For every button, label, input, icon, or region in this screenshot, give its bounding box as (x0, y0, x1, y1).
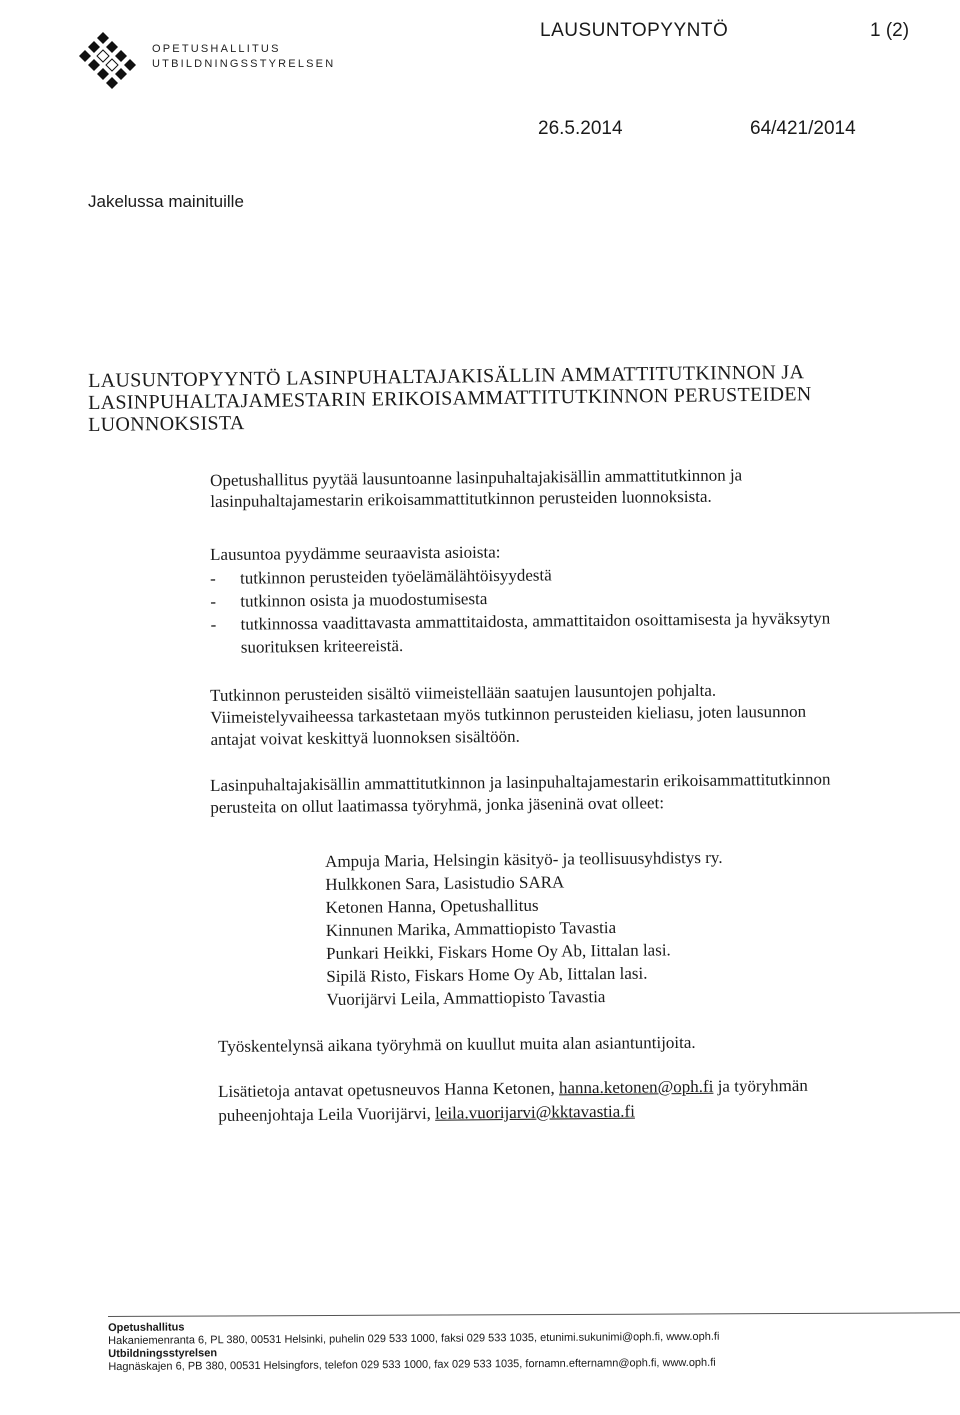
finalization-paragraph (210, 679, 806, 751)
heading-line-1: LAUSUNTOPYYNTÖ LASINPUHALTAJAKISÄLLIN AMMATTITUTKINNON JA (88, 361, 805, 392)
request-list (210, 562, 831, 660)
footer-address-fi: Hakaniemenranta 6, PL 380, 00531 Helsinki, puhelin 029 533 1000, faksi 029 533 1035, etunimi.sukunimi@oph.fi, www.oph.fi (108, 1330, 720, 1347)
member-item: Ampuja Maria, Helsingin käsityö- ja teollisuusyhdistys ry. (325, 847, 723, 871)
document-heading (88, 361, 812, 436)
footer-address-sv: Hagnäskajen 6, PB 380, 00531 Helsingfors, telefon 029 533 1000, fax 029 533 1035, fornamn.efternamn@oph.fi, www.oph.fi (108, 1356, 716, 1373)
org-name-fi: OPETUSHALLITUS (152, 43, 281, 55)
working-group-members (325, 846, 724, 1011)
footer-name-sv: Utbildningsstyrelsen (108, 1347, 218, 1360)
opetushallitus-logo-icon (78, 30, 140, 90)
page-number: 1 (2) (870, 20, 910, 41)
bullet-text: tutkinnon osista ja muodostumisesta (240, 589, 488, 611)
document-type: LAUSUNTOPYYNTÖ (540, 20, 729, 41)
member-item: Ketonen Hanna, Opetushallitus (325, 895, 539, 917)
bullet-dash: - (210, 614, 217, 634)
member-item: Punkari Heikki, Fiskars Home Oy Ab, Iittalan lasi. (325, 940, 671, 963)
member-item: Kinnunen Marika, Ammattiopisto Tavastia (325, 917, 617, 940)
email-link-vuorijarvi[interactable]: leila.vuorijarvi@kktavastia.fi (435, 1101, 635, 1123)
document-date: 26.5.2014 (538, 118, 623, 139)
bullet-text: tutkinnon perusteiden työelämälähtöisyydestä (240, 565, 552, 588)
footer (108, 1318, 720, 1374)
footer-name-fi: Opetushallitus (108, 1321, 185, 1334)
addressee: Jakelussa mainituille (88, 192, 244, 211)
para2-line-1: Tutkinnon perusteiden sisältö viimeistellään saatujen lausuntojen pohjalta. (210, 680, 717, 705)
para2-line-2: Viimeistelyvaiheessa tarkastetaan myös tutkinnon perusteiden kieliasu, joten lausunnon (210, 701, 807, 727)
bullet-text: tutkinnossa vaadittavasta ammattitaidosta, ammattitaidon osoittamisesta ja hyväksytyn (240, 608, 831, 634)
heading-line-2: LASINPUHALTAJAMESTARIN ERIKOISAMMATTITUTKINNON PERUSTEIDEN (88, 383, 812, 414)
footer-divider (108, 1312, 960, 1317)
request-lead: Lausuntoa pyydämme seuraavista asioista: (210, 542, 501, 564)
contact-text: ja työryhmän (713, 1075, 808, 1096)
member-item: Sipilä Risto, Fiskars Home Oy Ab, Iittalan lasi. (326, 963, 648, 986)
experts-paragraph: Työskentelynsä aikana työryhmä on kuullut muita alan asiantuntijoita. (218, 1032, 696, 1056)
member-item: Vuorijärvi Leila, Ammattiopisto Tavastia (326, 987, 606, 1009)
organization-name (152, 42, 335, 72)
intro-line-1: Opetushallitus pyytää lausuntoanne lasinpuhaltajakisällin ammattitutkinnon ja (210, 465, 743, 490)
working-group-paragraph (210, 769, 831, 819)
bullet-text-continued: suorituksen kriteereistä. (240, 635, 404, 657)
para2-line-3: antajat voivat keskittyä luonnoksen sisältöön. (210, 726, 520, 749)
email-link-ketonen[interactable]: hanna.ketonen@oph.fi (558, 1076, 714, 1098)
para3-line-2: perusteita on ollut laatimassa työryhmä, jonka jäseninä ovat olleet: (210, 793, 665, 817)
bullet-dash: - (210, 568, 216, 588)
member-item: Hulkkonen Sara, Lasistudio SARA (325, 872, 565, 894)
document-reference: 64/421/2014 (750, 118, 856, 139)
bullet-dash: - (210, 591, 217, 611)
contact-line-2 (218, 1098, 808, 1128)
contact-paragraph (218, 1074, 808, 1128)
contact-text: puheenjohtaja Leila Vuorijärvi, (218, 1103, 436, 1125)
contact-text: Lisätietoja antavat opetusneuvos Hanna Ketonen, (218, 1078, 560, 1101)
intro-line-2: lasinpuhaltajamestarin erikoisammattitutkinnon perusteiden luonnoksista. (210, 486, 712, 511)
org-name-sv: UTBILDNINGSSTYRELSEN (152, 58, 336, 70)
para3-line-1: Lasinpuhaltajakisällin ammattitutkinnon ja lasinpuhaltajamestarin erikoisammattitutkinnon (210, 769, 831, 795)
heading-line-3: LUONNOKSISTA (88, 412, 245, 436)
intro-paragraph (210, 464, 743, 512)
